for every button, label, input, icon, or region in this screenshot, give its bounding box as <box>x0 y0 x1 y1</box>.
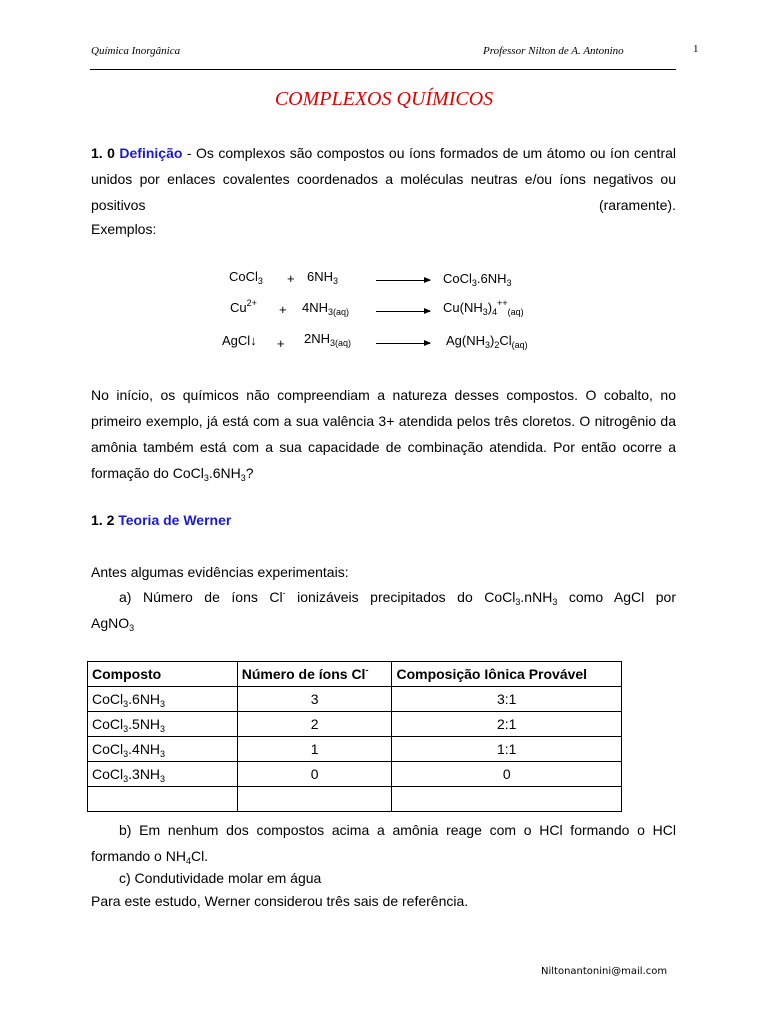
item-b-line1: b) Em nenhum dos compostos acima a amônia reage com o HCl formando o HCl <box>119 822 676 838</box>
page-number: 1 <box>693 43 699 55</box>
eq1-reactant2: $6NH_3$ <box>307 269 339 286</box>
eq2-reactant2: $4NH_{3(aq)}$ <box>302 300 350 317</box>
table-header-row <box>88 662 622 687</box>
table-cell-composition: 2:1 <box>392 712 622 737</box>
section2-number: 1. 2 <box>91 512 115 528</box>
table-cell-ions: 2 <box>237 712 392 737</box>
table-cell-ions: 3 <box>237 687 392 712</box>
table-cell-compound: $CoCl_3.5NH_3$ <box>88 712 238 737</box>
table-header-compound: Composto <box>88 662 238 687</box>
item-b-line2: formando o $NH_4Cl$. <box>91 848 209 866</box>
table-row <box>88 762 622 787</box>
examples-label: Exemplos: <box>91 221 157 237</box>
eq3-arrow <box>376 343 430 344</box>
header-divider <box>90 69 676 70</box>
eq1-plus: + <box>287 271 295 286</box>
history-paragraph: No início, os químicos não compreendiam a natureza desses compostos. O cobalto, no primeiro exemplo, já está com a sua valência 3+ atendida pelos três cloretos. O nitrogênio da amônia também está com a sua capacidade de combinação atendida. Por então ocorre a formação do $CoCl_3.6NH_3$? <box>91 387 676 483</box>
table-row <box>88 687 622 712</box>
eq1-product: $CoCl_3.6NH_3$ <box>443 271 512 288</box>
table-cell-ions: 1 <box>237 737 392 762</box>
eq2-arrow <box>376 311 430 312</box>
table-row-empty <box>88 787 622 812</box>
header-subject: Química Inorgânica <box>91 45 181 57</box>
eq3-reactant1: AgCl↓ <box>222 333 257 348</box>
eq2-product: $Cu(NH_3)_4^{++}_{(aq)}$ <box>443 298 524 317</box>
table-cell-composition: 1:1 <box>392 737 622 762</box>
precipitate-down-arrow-icon: ↓ <box>250 333 257 348</box>
item-a-line1: a) Número de íons Cl- ionizáveis precipitados do CoCl$_3$.nNH$_3$ como AgCl por <box>119 588 676 607</box>
footer-email: Niltonantonini@mail.com <box>541 966 668 977</box>
eq3-product: $Ag(NH_3)_2Cl_{(aq)}$ <box>446 333 528 350</box>
table-row <box>88 712 622 737</box>
table-cell-ions: 0 <box>237 762 392 787</box>
table-header-composition: Composição Iônica Provável <box>392 662 622 687</box>
eq1-reactant1: CoCl$_3$ <box>229 269 263 286</box>
eq3-plus: + <box>277 336 285 351</box>
final-line: Para este estudo, Werner considerou três sais de referência. <box>91 893 469 909</box>
table-cell-compound: $CoCl_3.6NH_3$ <box>88 687 238 712</box>
table-cell-compound: $CoCl_3.3NH_3$ <box>88 762 238 787</box>
table-row <box>88 737 622 762</box>
section2-heading: Teoria de Werner <box>118 512 232 528</box>
werner-table <box>87 661 622 812</box>
evidence-intro: Antes algumas evidências experimentais: <box>91 564 349 580</box>
table-cell-composition: 3:1 <box>392 687 622 712</box>
definition-text: - Os complexos são compostos ou íons formados de um átomo ou íon central unidos por enlaces covalentes coordenados a moléculas neutras e/ou íons negativos ou positivos (raramente). <box>91 145 677 213</box>
eq3-reactant2: $2NH_{3(aq)}$ <box>304 331 352 348</box>
page-title: COMPLEXOS QUÍMICOS <box>274 88 494 110</box>
eq2-plus: + <box>279 302 287 317</box>
section2-heading-line <box>91 507 676 533</box>
item-c: c) Condutividade molar em água <box>119 870 322 886</box>
section-heading: Definição <box>119 145 183 161</box>
table-header-ions: Número de íons Cl- <box>237 662 392 687</box>
table-cell-composition: 0 <box>392 762 622 787</box>
section-number: 1. 0 <box>91 145 115 161</box>
table-cell-compound: $CoCl_3.4NH_3$ <box>88 737 238 762</box>
definition-paragraph <box>91 140 676 218</box>
item-a-line2: AgNO$_3$ <box>91 615 135 633</box>
eq1-arrow <box>376 280 430 281</box>
eq2-reactant1: $Cu^{2+}$ <box>230 298 257 315</box>
header-author: Professor Nilton de A. Antonino <box>483 45 624 57</box>
